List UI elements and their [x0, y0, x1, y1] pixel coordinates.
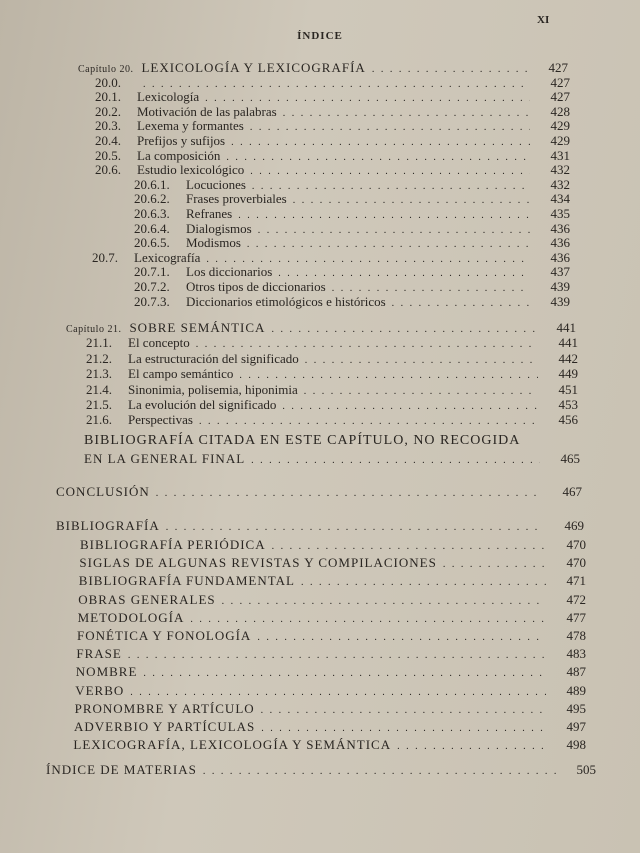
entry-title: La evolución del significado: [128, 397, 277, 412]
toc-bibliography-entry: [79, 555, 586, 571]
entry-number: 20.7.1.: [134, 264, 170, 280]
page-ref: 470: [566, 537, 586, 552]
leader-dots: [293, 195, 530, 206]
bibliography-entry-title: BIBLIOGRAFÍA FUNDAMENTAL: [78, 573, 295, 589]
toc-bibliography-entry: [75, 701, 586, 717]
toc-chapter: [66, 320, 576, 336]
leader-dots: [156, 488, 542, 499]
leader-dots: [392, 298, 530, 309]
chapter-bibliography-line2: EN LA GENERAL FINAL: [84, 451, 246, 466]
page-ref: 465: [560, 451, 580, 466]
entry-number: 21.1.: [86, 335, 112, 351]
toc-bibliography-entry: [79, 573, 586, 589]
leader-dots: [258, 225, 530, 236]
entry-title: Los diccionarios: [186, 264, 273, 280]
page-ref: 431: [550, 147, 570, 163]
entry-title: Prefijos y sufijos: [137, 133, 226, 148]
toc-entry: [95, 118, 570, 134]
page-ref: 439: [550, 293, 570, 309]
entry-title: Lexema y formantes: [137, 118, 244, 134]
entry-number: 20.0.: [95, 74, 121, 90]
running-header: ÍNDICE: [297, 30, 343, 42]
page-ref: 441: [558, 335, 578, 351]
chapter-label: Capítulo 20.: [78, 64, 134, 75]
page-ref: 489: [566, 682, 586, 698]
toc-entry: [86, 351, 578, 367]
leader-dots: [278, 268, 530, 279]
leader-dots: [301, 577, 546, 588]
toc-entry: [134, 294, 570, 310]
toc-bibliography-entry: [78, 592, 586, 608]
entry-number: 20.6.5.: [134, 235, 170, 251]
conclusion-title: CONCLUSIÓN: [56, 484, 150, 499]
toc-entry: [86, 382, 578, 398]
leader-dots: [283, 108, 530, 119]
page-ref: 471: [566, 573, 586, 589]
entry-title: Locuciones: [186, 176, 246, 192]
leader-dots: [272, 541, 546, 552]
toc-entry: [86, 366, 578, 382]
toc-bibliography-entry: [74, 719, 586, 735]
leader-dots: [239, 370, 538, 381]
bibliography-entry-title: NOMBRE: [75, 664, 138, 680]
toc-entry: [134, 221, 570, 237]
toc-entry: [134, 191, 570, 207]
leader-dots: [261, 723, 546, 734]
leader-dots: [199, 416, 538, 427]
entry-number: 21.3.: [86, 366, 112, 382]
leader-dots: [261, 705, 546, 716]
toc-entry: [134, 235, 570, 251]
leader-dots: [130, 687, 546, 698]
leader-dots: [304, 386, 538, 397]
entry-number: 20.6.3.: [134, 206, 170, 221]
toc-bibliography: [56, 518, 584, 534]
entry-title: Frases proverbiales: [186, 191, 287, 207]
entry-title: El concepto: [128, 335, 190, 351]
toc-entry: [95, 133, 570, 149]
leader-dots: [251, 455, 540, 466]
bibliography-entry-title: BIBLIOGRAFÍA PERIÓDICA: [80, 537, 266, 552]
page-ref: 436: [550, 235, 570, 251]
toc-entry: [86, 412, 578, 428]
entry-number: 20.6.2.: [134, 191, 170, 207]
page-ref: 470: [566, 555, 586, 571]
chapter-title: LEXICOLOGÍA Y LEXICOGRAFÍA: [141, 60, 366, 75]
chapter-title: SOBRE SEMÁNTICA: [129, 320, 266, 335]
entry-number: 21.6.: [86, 412, 112, 428]
entry-title: Lexicografía: [134, 249, 201, 265]
leader-dots: [203, 766, 556, 777]
entry-number: 20.6.4.: [134, 220, 170, 236]
page-ref: 429: [550, 118, 570, 134]
page-ref: 451: [558, 381, 578, 397]
entry-number: 20.2.: [95, 103, 121, 119]
bibliography-entry-title: SIGLAS DE ALGUNAS REVISTAS Y COMPILACIONES: [79, 555, 437, 571]
page-ref: 442: [558, 350, 578, 366]
leader-dots: [250, 166, 530, 177]
entry-title: La composición: [137, 147, 221, 163]
toc-bibliography-entry: [77, 628, 586, 644]
toc-chapter-bibliography: [84, 451, 580, 467]
entry-title: Perspectivas: [128, 412, 193, 428]
page-ref: 483: [566, 646, 586, 662]
bibliography-entry-title: FRASE: [76, 646, 122, 662]
leader-dots: [206, 254, 530, 265]
entry-number: 20.5.: [95, 147, 121, 163]
bibliography-entry-title: VERBO: [75, 682, 125, 698]
bibliography-entry-title: OBRAS GENERALES: [78, 591, 216, 607]
entry-title: Diccionarios etimológicos e históricos: [186, 293, 386, 309]
leader-dots: [247, 239, 530, 250]
entry-title: Lexicología: [137, 89, 200, 105]
page-ref: 495: [566, 700, 586, 716]
chapter-bibliography-line1: BIBLIOGRAFÍA CITADA EN ESTE CAPÍTULO, NO RECOGIDA: [84, 433, 521, 448]
leader-dots: [205, 93, 530, 104]
entry-number: 20.3.: [95, 118, 121, 134]
page-ref: 467: [562, 484, 582, 499]
toc-entry: [95, 162, 570, 178]
toc-bibliography-entry: [76, 664, 586, 680]
entry-number: 20.6.1.: [134, 176, 170, 192]
leader-dots: [332, 283, 530, 294]
entry-title: Otros tipos de diccionarios: [186, 279, 326, 294]
toc-bibliography-entry: [73, 737, 586, 753]
leader-dots: [222, 596, 546, 607]
page-ref: 427: [548, 60, 568, 75]
bibliography-title: BIBLIOGRAFÍA: [56, 518, 160, 533]
leader-dots: [250, 122, 530, 133]
page-ref: 432: [550, 162, 570, 178]
entry-title: Motivación de las palabras: [137, 103, 277, 119]
leader-dots: [231, 137, 530, 148]
entry-number: 20.7.: [92, 249, 118, 265]
page-ref: 439: [550, 279, 570, 294]
toc-entry: [95, 104, 570, 120]
page-ref: 427: [550, 89, 570, 105]
entry-number: 21.2.: [86, 350, 112, 366]
subject-index-title: ÍNDICE DE MATERIAS: [46, 762, 197, 777]
leader-dots: [257, 632, 546, 643]
toc-subject-index: [46, 762, 596, 778]
leader-dots: [397, 741, 546, 752]
toc-entry: [134, 177, 570, 193]
leader-dots: [190, 614, 546, 625]
toc-conclusion: [56, 484, 582, 500]
page-ref: 449: [558, 366, 578, 382]
leader-dots: [143, 79, 530, 90]
entry-title: Dialogismos: [186, 220, 252, 236]
leader-dots: [282, 401, 538, 412]
page-ref: 427: [550, 74, 570, 90]
leader-dots: [372, 64, 528, 75]
bibliography-entry-title: LEXICOGRAFÍA, LEXICOLOGÍA Y SEMÁNTICA: [73, 737, 392, 753]
entry-number: 20.7.2.: [134, 279, 170, 294]
page-ref: 437: [550, 264, 570, 280]
page-ref: 432: [550, 176, 570, 192]
entry-number: 21.5.: [86, 397, 112, 412]
chapter-label: Capítulo 21.: [66, 324, 122, 335]
entry-number: 20.4.: [95, 133, 121, 148]
page-ref: 498: [566, 737, 586, 753]
toc-entry: [92, 250, 570, 266]
bibliography-entry-title: ADVERBIO Y PARTÍCULAS: [74, 719, 256, 734]
toc-entry: [86, 397, 578, 413]
toc-bibliography-entry: [78, 610, 586, 626]
toc-entry: [134, 279, 570, 295]
page-ref: 434: [550, 191, 570, 207]
page-ref: 478: [566, 628, 586, 643]
page-ref: 472: [566, 591, 586, 607]
entry-number: 20.6.: [95, 162, 121, 178]
toc-entry: [95, 75, 570, 91]
page-ref: 469: [564, 518, 584, 533]
page-ref: 435: [550, 206, 570, 221]
page-ref: 436: [550, 220, 570, 236]
toc-entry: [134, 206, 570, 222]
toc-entry: [86, 335, 578, 351]
bibliography-entry-title: FONÉTICA Y FONOLOGÍA: [77, 628, 252, 643]
leader-dots: [271, 324, 536, 335]
entry-title: La estructuración del significado: [128, 350, 299, 366]
leader-dots: [196, 339, 538, 350]
leader-dots: [305, 355, 538, 366]
bibliography-entry-title: METODOLOGÍA: [77, 609, 185, 625]
leader-dots: [128, 650, 546, 661]
leader-dots: [143, 668, 546, 679]
leader-dots: [252, 181, 530, 192]
page-ref: 441: [556, 320, 576, 335]
toc-entry: [134, 264, 570, 280]
toc-bibliography-entry: [75, 683, 586, 699]
entry-number: 21.4.: [86, 381, 112, 397]
toc-bibliography-entry: [76, 646, 586, 662]
page-ref: 497: [566, 719, 586, 734]
leader-dots: [443, 559, 546, 570]
entry-title: Refranes: [186, 206, 233, 221]
page-number: XI: [537, 14, 550, 26]
leader-dots: [238, 210, 530, 221]
entry-title: Estudio lexicológico: [137, 162, 245, 178]
entry-number: 20.1.: [95, 89, 121, 105]
toc-bibliography-entry: [80, 537, 586, 553]
bibliography-entry-title: PRONOMBRE Y ARTÍCULO: [74, 700, 255, 716]
entry-title: El campo semántico: [128, 366, 234, 382]
page-ref: 477: [566, 609, 586, 625]
toc-entry: [95, 148, 570, 164]
page-ref: 487: [566, 664, 586, 680]
page-ref: 505: [576, 762, 596, 777]
page-ref: 453: [558, 397, 578, 412]
page-ref: 436: [550, 249, 570, 265]
page-ref: 429: [550, 133, 570, 148]
leader-dots: [166, 522, 544, 533]
toc-entry: [95, 89, 570, 105]
leader-dots: [226, 152, 530, 163]
page-ref: 456: [558, 412, 578, 428]
entry-title: Sinonimia, polisemia, hiponimia: [128, 381, 298, 397]
page-ref: 428: [550, 103, 570, 119]
toc-chapter: [78, 60, 568, 76]
entry-number: 20.7.3.: [134, 293, 170, 309]
entry-title: Modismos: [186, 235, 241, 251]
